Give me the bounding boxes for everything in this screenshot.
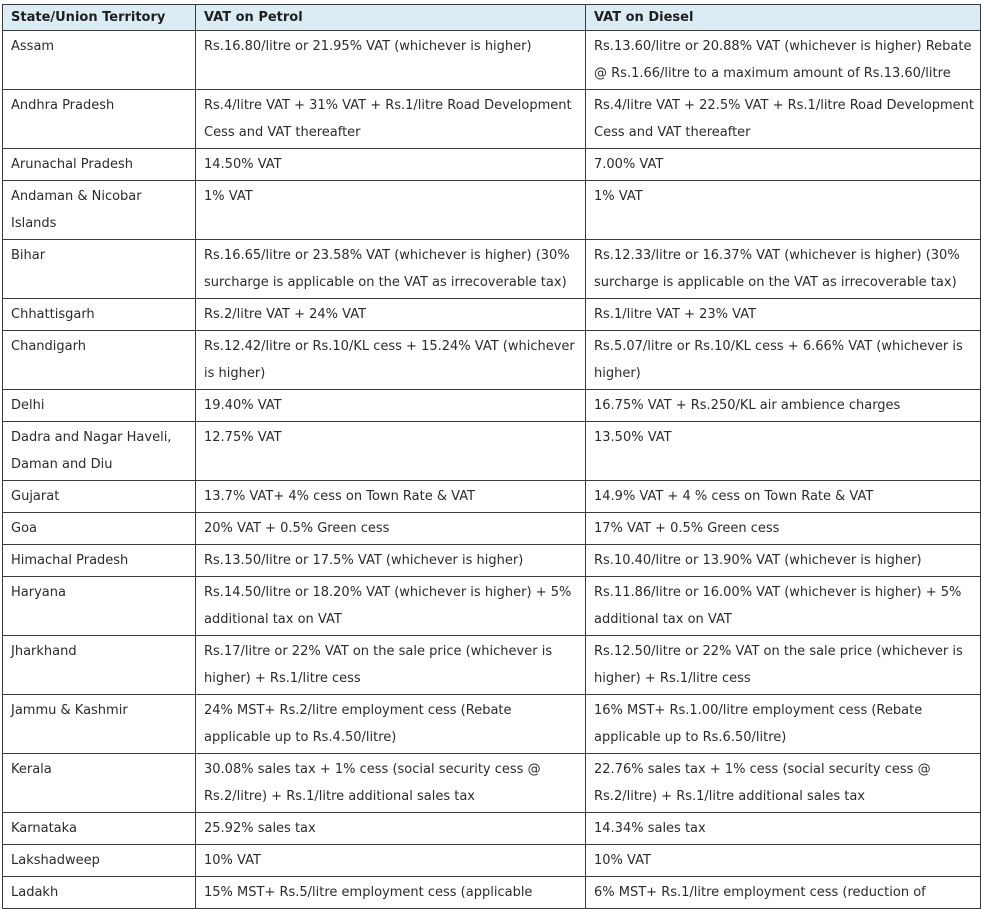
cell-diesel: Rs.11.86/litre or 16.00% VAT (whichever is higher) + 5% additional tax on VAT [586,577,981,636]
header-vat-petrol: VAT on Petrol [196,5,586,31]
cell-state: Chandigarh [3,331,196,390]
cell-diesel: Rs.10.40/litre or 13.90% VAT (whichever is higher) [586,545,981,577]
table-row [3,481,981,513]
cell-diesel: 17% VAT + 0.5% Green cess [586,513,981,545]
cell-petrol: 25.92% sales tax [196,813,586,845]
header-vat-diesel: VAT on Diesel [586,5,981,31]
table-row [3,90,981,149]
cell-petrol: 15% MST+ Rs.5/litre employment cess (applicable [196,877,586,909]
cell-diesel: 6% MST+ Rs.1/litre employment cess (reduction of [586,877,981,909]
cell-state: Jharkhand [3,636,196,695]
cell-state: Lakshadweep [3,845,196,877]
table-body [3,31,981,909]
cell-state: Ladakh [3,877,196,909]
cell-diesel: 16.75% VAT + Rs.250/KL air ambience charges [586,390,981,422]
cell-state: Kerala [3,754,196,813]
cell-state: Assam [3,31,196,90]
cell-state: Dadra and Nagar Haveli, Daman and Diu [3,422,196,481]
table-row [3,31,981,90]
table-row [3,754,981,813]
cell-diesel: Rs.4/litre VAT + 22.5% VAT + Rs.1/litre Road Development Cess and VAT thereafter [586,90,981,149]
table-row [3,545,981,577]
table-row [3,149,981,181]
cell-petrol: Rs.17/litre or 22% VAT on the sale price (whichever is higher) + Rs.1/litre cess [196,636,586,695]
cell-state: Delhi [3,390,196,422]
table-row [3,636,981,695]
cell-diesel: 14.34% sales tax [586,813,981,845]
cell-state: Andhra Pradesh [3,90,196,149]
header-row [3,5,981,31]
table-row [3,331,981,390]
cell-state: Andaman & Nicobar Islands [3,181,196,240]
cell-state: Chhattisgarh [3,299,196,331]
cell-petrol: 30.08% sales tax + 1% cess (social security cess @ Rs.2/litre) + Rs.1/litre additional sales tax [196,754,586,813]
vat-table [2,4,981,909]
table-row [3,695,981,754]
cell-petrol: 10% VAT [196,845,586,877]
cell-diesel: 13.50% VAT [586,422,981,481]
table-row [3,299,981,331]
table-row [3,513,981,545]
cell-petrol: Rs.16.80/litre or 21.95% VAT (whichever is higher) [196,31,586,90]
cell-state: Karnataka [3,813,196,845]
table-row [3,845,981,877]
cell-state: Himachal Pradesh [3,545,196,577]
cell-diesel: 14.9% VAT + 4 % cess on Town Rate & VAT [586,481,981,513]
cell-diesel: 16% MST+ Rs.1.00/litre employment cess (Rebate applicable up to Rs.6.50/litre) [586,695,981,754]
cell-petrol: 19.40% VAT [196,390,586,422]
cell-state: Gujarat [3,481,196,513]
table-row [3,577,981,636]
table-row [3,240,981,299]
cell-petrol: 1% VAT [196,181,586,240]
table-row [3,181,981,240]
cell-petrol: Rs.16.65/litre or 23.58% VAT (whichever is higher) (30% surcharge is applicable on the VAT as irrecoverable tax) [196,240,586,299]
cell-diesel: 1% VAT [586,181,981,240]
cell-diesel: Rs.12.33/litre or 16.37% VAT (whichever is higher) (30% surcharge is applicable on the VAT as irrecoverable tax) [586,240,981,299]
cell-petrol: 20% VAT + 0.5% Green cess [196,513,586,545]
cell-diesel: 22.76% sales tax + 1% cess (social security cess @ Rs.2/litre) + Rs.1/litre additional sales tax [586,754,981,813]
cell-diesel: Rs.12.50/litre or 22% VAT on the sale price (whichever is higher) + Rs.1/litre cess [586,636,981,695]
cell-petrol: 12.75% VAT [196,422,586,481]
cell-state: Arunachal Pradesh [3,149,196,181]
cell-petrol: 14.50% VAT [196,149,586,181]
cell-petrol: 13.7% VAT+ 4% cess on Town Rate & VAT [196,481,586,513]
cell-petrol: Rs.12.42/litre or Rs.10/KL cess + 15.24% VAT (whichever is higher) [196,331,586,390]
header-state: State/Union Territory [3,5,196,31]
cell-petrol: 24% MST+ Rs.2/litre employment cess (Rebate applicable up to Rs.4.50/litre) [196,695,586,754]
cell-state: Jammu & Kashmir [3,695,196,754]
table-row [3,877,981,909]
table-row [3,390,981,422]
cell-petrol: Rs.4/litre VAT + 31% VAT + Rs.1/litre Road Development Cess and VAT thereafter [196,90,586,149]
cell-diesel: Rs.5.07/litre or Rs.10/KL cess + 6.66% VAT (whichever is higher) [586,331,981,390]
cell-state: Bihar [3,240,196,299]
cell-state: Goa [3,513,196,545]
table-row [3,813,981,845]
cell-petrol: Rs.2/litre VAT + 24% VAT [196,299,586,331]
cell-state: Haryana [3,577,196,636]
cell-diesel: Rs.13.60/litre or 20.88% VAT (whichever is higher) Rebate @ Rs.1.66/litre to a maximum amount of Rs.13.60/litre [586,31,981,90]
cell-diesel: 10% VAT [586,845,981,877]
cell-petrol: Rs.13.50/litre or 17.5% VAT (whichever is higher) [196,545,586,577]
cell-diesel: Rs.1/litre VAT + 23% VAT [586,299,981,331]
cell-diesel: 7.00% VAT [586,149,981,181]
table-row [3,422,981,481]
cell-petrol: Rs.14.50/litre or 18.20% VAT (whichever is higher) + 5% additional tax on VAT [196,577,586,636]
